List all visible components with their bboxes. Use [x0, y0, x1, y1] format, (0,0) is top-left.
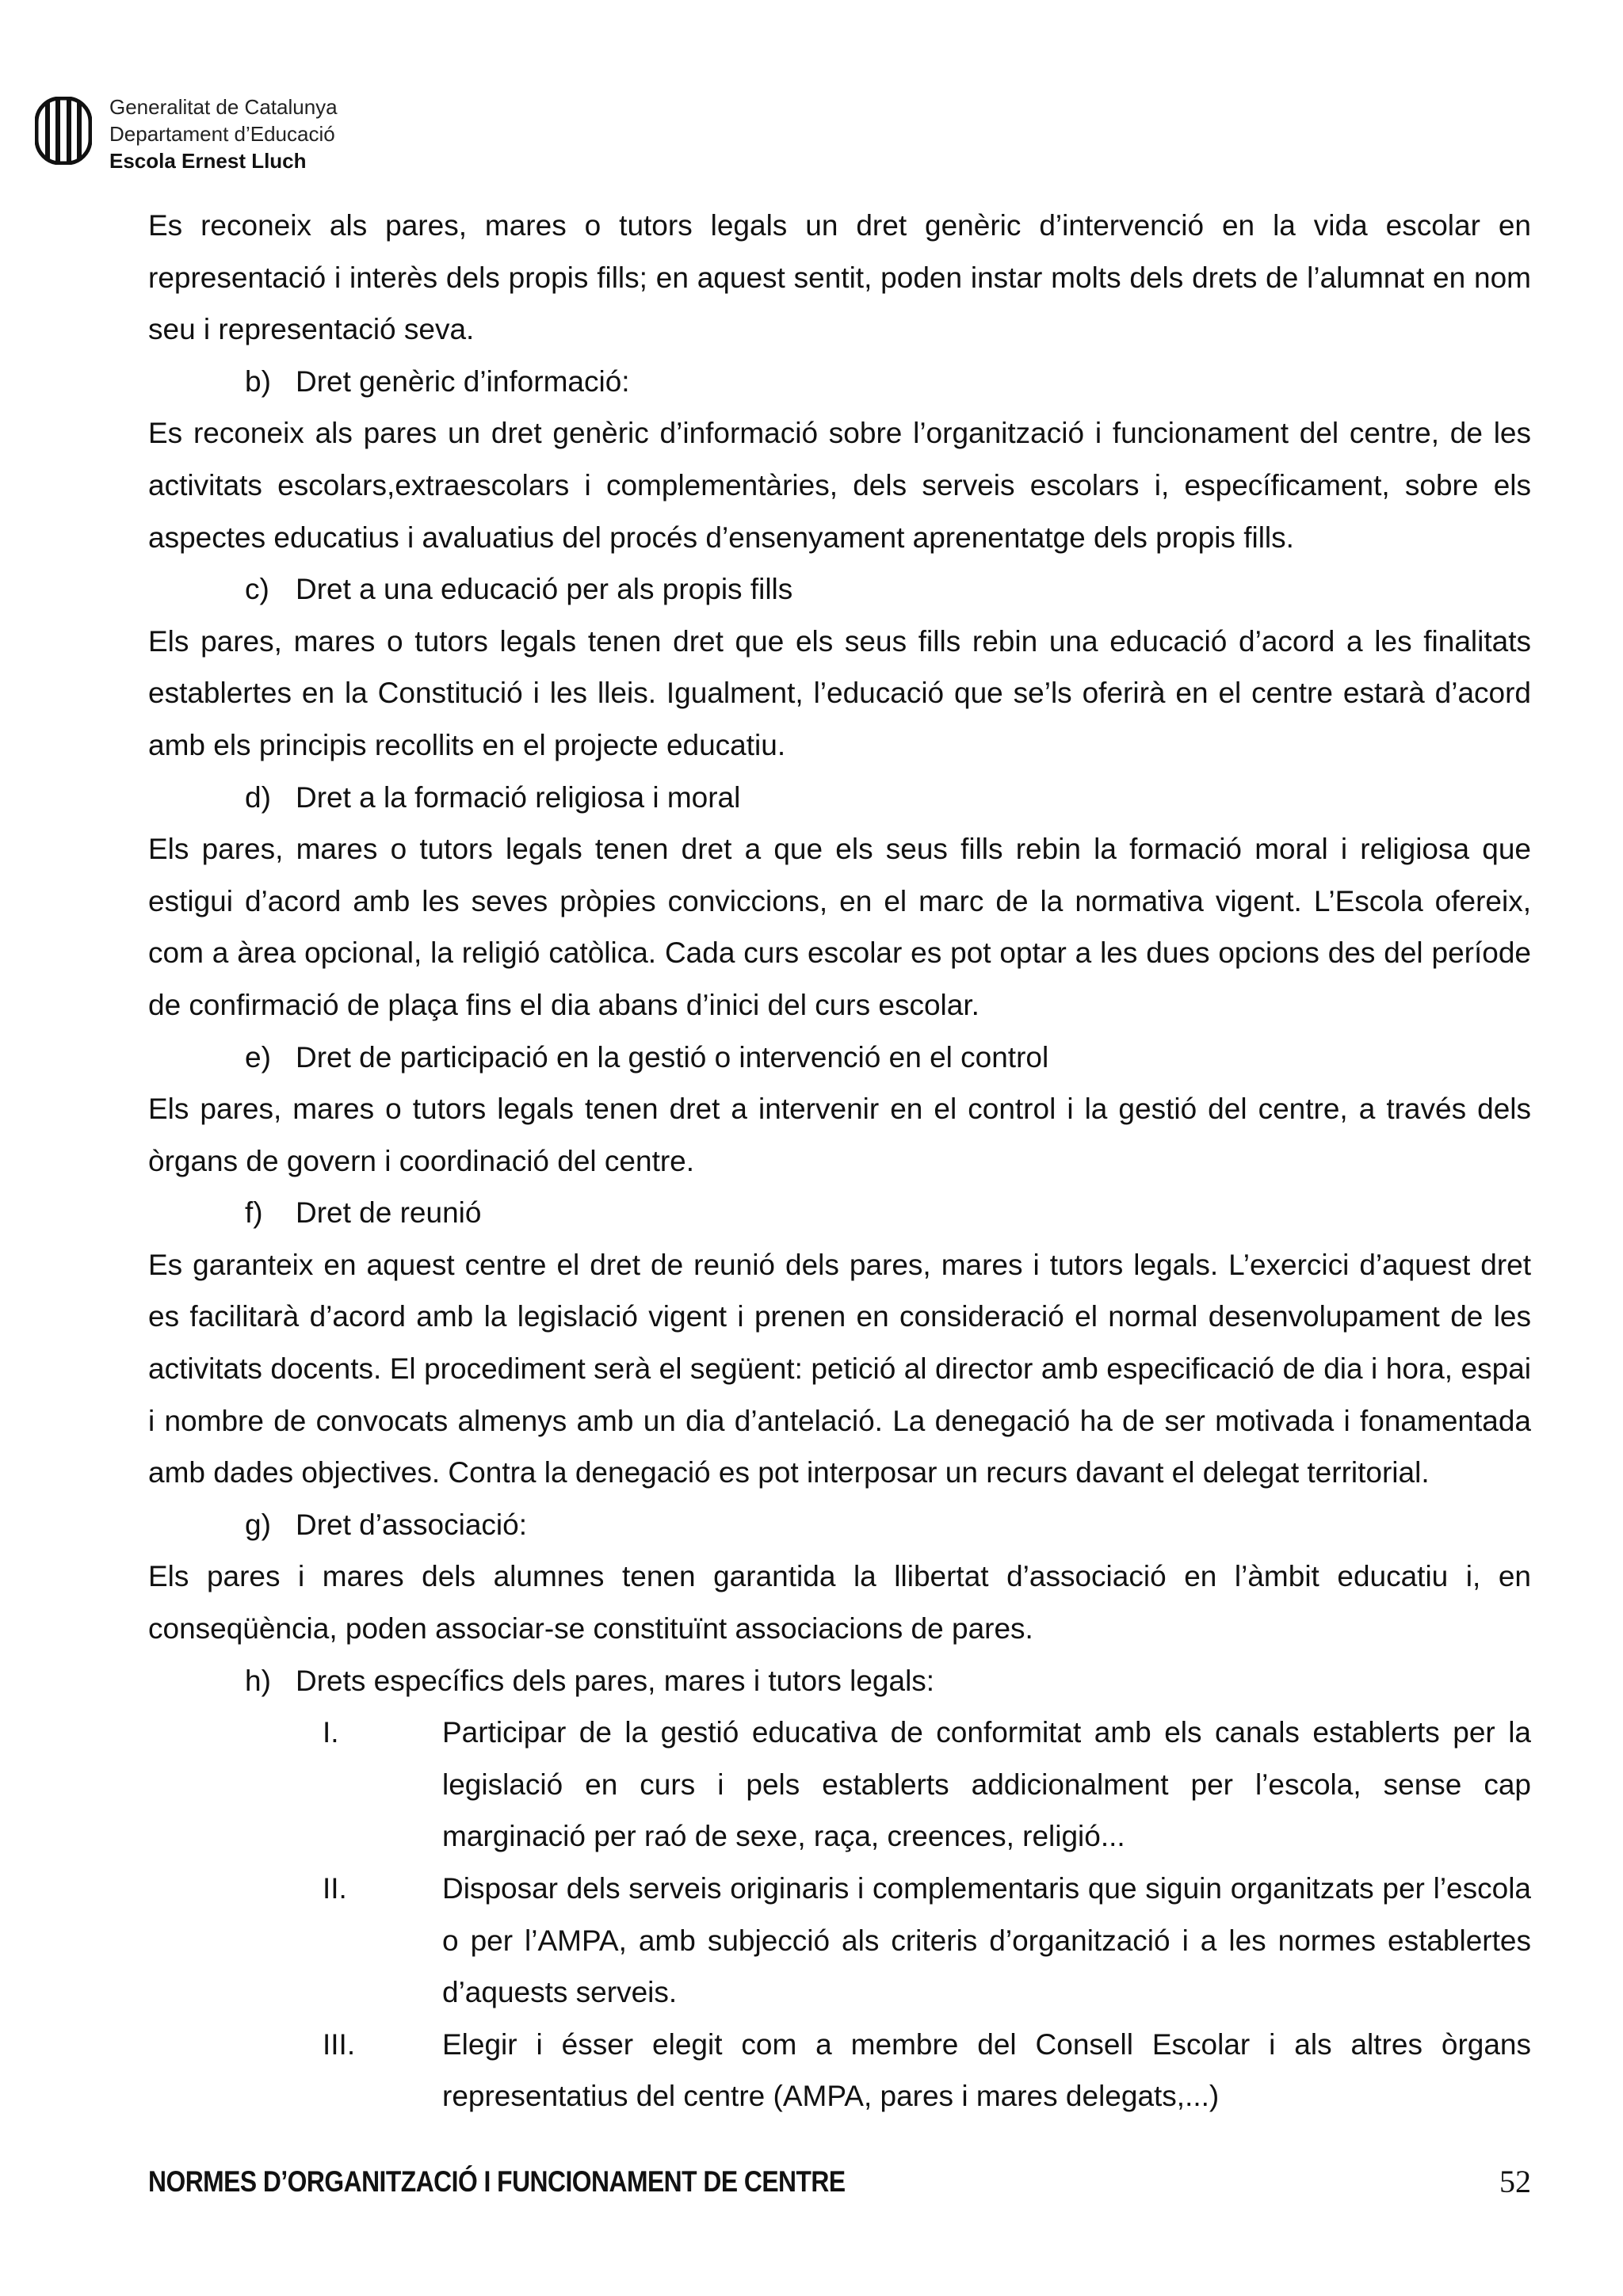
- section-c-letter: c): [245, 573, 269, 606]
- section-f-letter: f): [245, 1196, 263, 1230]
- section-h-letter: h): [245, 1664, 271, 1697]
- section-g-letter: g): [245, 1508, 271, 1541]
- section-b-heading: [148, 356, 1531, 408]
- section-g-title: Dret d’associació:: [296, 1508, 528, 1541]
- section-h-title: Drets específics dels pares, mares i tutors legals:: [296, 1664, 935, 1697]
- document-footer: [148, 2161, 1531, 2209]
- section-f-heading: [148, 1187, 1531, 1239]
- header-text: [109, 93, 338, 174]
- header-institution: Generalitat de Catalunya: [109, 95, 338, 119]
- section-d-paragraph: Els pares, mares o tutors legals tenen dret a que els seus fills rebin la formació moral i religiosa que estigui d’acord amb les seves pròpies conviccions, en el marc de la normativa vigent. L’Escola ofereix, com a àrea opcional, la religió catòlica. Cada curs escolar es pot optar a les dues opcions des del període de confirmació de plaça fins el dia abans d’inici del curs escolar.: [148, 833, 1531, 1021]
- list-item-text: Elegir i ésser elegit com a membre del Consell Escolar i als altres òrgans representatius del centre (AMPA, pares i mares delegats,...): [442, 2027, 1531, 2113]
- section-e-heading: [148, 1032, 1531, 1084]
- list-item-text: Participar de la gestió educativa de conformitat amb els canals establerts per la legislació en curs i pels establerts addicionalment per l’escola, sense cap marginació per raó de sexe, raça, creences, religió...: [442, 1716, 1531, 1853]
- section-c-heading: [148, 563, 1531, 616]
- section-e-letter: e): [245, 1040, 271, 1074]
- list-item: [148, 1707, 1531, 1863]
- footer-title: NORMES D’ORGANITZACIÓ I FUNCIONAMENT DE CENTRE: [148, 2165, 846, 2198]
- section-b-title: Dret genèric d’informació:: [296, 364, 630, 398]
- header-department: Departament d’Educació: [109, 122, 335, 146]
- section-f-paragraph: Es garanteix en aquest centre el dret de reunió dels pares, mares i tutors legals. L’exercici d’aquest dret es facilitarà d’acord amb la legislació vigent i prenen en consideració el normal desenvolupament de les activitats docents. El procediment serà el següent: petició al director amb especificació de dia i hora, espai i nombre de convocats almenys amb un dia d’antelació. La denegació ha de ser motivada i fonamentada amb dades objectives. Contra la denegació es pot interposar un recurs davant el delegat territorial.: [148, 1248, 1531, 1489]
- section-c-paragraph: Els pares, mares o tutors legals tenen dret que els seus fills rebin una educació d’acord a les finalitats establertes en la Constitució i les lleis. Igualment, l’educació que se’ls oferirà en el centre estarà d’acord amb els principis recollits en el projecte educatiu.: [148, 624, 1531, 761]
- page-number: 52: [1499, 2164, 1531, 2199]
- section-e-title: Dret de participació en la gestió o intervenció en el control: [296, 1040, 1049, 1074]
- list-item-text: Disposar dels serveis originaris i complementaris que siguin organitzats per l’escola o per l’AMPA, amb subjecció als criteris d’organització i a les normes establertes d’aquests serveis.: [442, 1872, 1531, 2009]
- list-item: [148, 1863, 1531, 2019]
- section-g-paragraph: Els pares i mares dels alumnes tenen garantida la llibertat d’associació en l’àmbit educatiu i, en conseqüència, poden associar-se constituïnt associacions de pares.: [148, 1560, 1531, 1646]
- section-d-title: Dret a la formació religiosa i moral: [296, 780, 741, 814]
- section-d-letter: d): [245, 780, 271, 814]
- section-e-paragraph: Els pares, mares o tutors legals tenen dret a intervenir en el control i la gestió del centre, a través dels òrgans de govern i coordinació del centre.: [148, 1093, 1531, 1177]
- section-c-title: Dret a una educació per als propis fills: [296, 573, 793, 606]
- section-b-paragraph: Es reconeix als pares un dret genèric d’informació sobre l’organització i funcionament del centre, de les activitats escolars,extraescolars i complementàries, dels serveis escolars i, específicament, sobre els aspectes educatius i avaluatius del procés d’ensenyament aprenentatge dels propis fills.: [148, 417, 1531, 554]
- section-b-letter: b): [245, 364, 271, 398]
- section-g-heading: [148, 1499, 1531, 1551]
- list-item-number: III.: [323, 2027, 356, 2061]
- generalitat-logo-icon: [35, 97, 92, 165]
- intro-paragraph: Es reconeix als pares, mares o tutors legals un dret genèric d’intervenció en la vida escolar en representació i interès dels propis fills; en aquest sentit, poden instar molts dels drets de l’alumnat en nom seu i representació seva.: [148, 209, 1531, 346]
- section-f-title: Dret de reunió: [296, 1196, 482, 1230]
- document-body: [148, 200, 1531, 2122]
- list-item: [148, 2019, 1531, 2122]
- section-d-heading: [148, 772, 1531, 824]
- document-header: [35, 93, 590, 200]
- list-item-number: II.: [323, 1872, 347, 1905]
- list-item-number: I.: [323, 1716, 339, 1749]
- section-h-heading: [148, 1655, 1531, 1707]
- header-school: Escola Ernest Lluch: [109, 149, 307, 173]
